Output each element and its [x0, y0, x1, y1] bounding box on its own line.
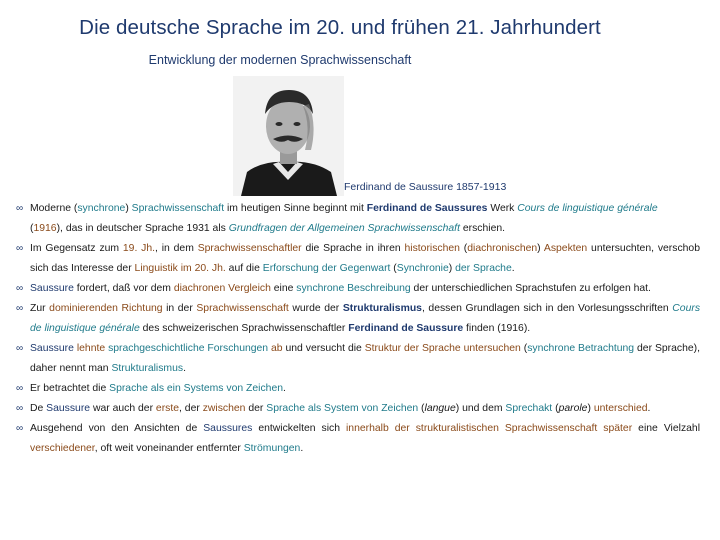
bullet-icon: ∞ — [16, 383, 24, 394]
bullet-list — [16, 199, 700, 459]
bullet-item-6: ∞ Er betrachtet die Sprache als ein Systems von Zeichen. — [16, 379, 700, 399]
bullet-icon: ∞ — [16, 423, 24, 434]
bullet-item-7: ∞ De Saussure war auch der erste, der zwischen der Sprache als System von Zeichen (langue) und dem Sprechakt (parole) unterschied. — [16, 399, 700, 419]
saussure-portrait — [233, 76, 344, 196]
bullet-item-5: ∞ Saussure lehnte sprachgeschichtliche Forschungen ab und versucht die Struktur der Sprache untersuchen (synchrone Betrachtung der Sprache), daher nennt man Strukturalismus. — [16, 339, 700, 379]
bullet-icon: ∞ — [16, 203, 24, 214]
bullet-item-2: ∞ Im Gegensatz zum 19. Jh., in dem Sprachwissenschaftler die Sprache in ihren historischen (diachronischen) Aspekten untersuchten, verschob sich das Interesse der Linguistik im 20. Jh. auf die Erforschung der Gegenwart (Synchronie) der Sprache. — [16, 239, 700, 279]
page-subtitle: Entwicklung der modernen Sprachwissenschaft — [148, 53, 412, 67]
bullet-icon: ∞ — [16, 343, 24, 354]
bullet-item-4: ∞ Zur dominierenden Richtung in der Sprachwissenschaft wurde der Strukturalismus, dessen Grundlagen sich in den Vorlesungsschriften Cours de linguistique générale des schweizerischen Sprachwissenschaftler Ferdinand de Saussure finden (1916). — [16, 299, 700, 339]
bullet-icon: ∞ — [16, 403, 24, 414]
bullet-icon: ∞ — [16, 303, 24, 314]
bullet-item-8: ∞ Ausgehend von den Ansichten de Saussures entwickelten sich innerhalb der strukturalistischen Sprachwissenschaft später eine Vielzahl verschiedener, oft weit voneinander entfernter Strömungen. — [16, 419, 700, 459]
bullet-icon: ∞ — [16, 243, 24, 254]
page-title: Die deutsche Sprache im 20. und frühen 21. Jahrhundert — [79, 16, 601, 39]
bullet-item-1: ∞ Moderne (synchrone) Sprachwissenschaft im heutigen Sinne beginnt mit Ferdinand de Saussures Werk Cours de linguistique générale (1916), das in deutscher Sprache 1931 als Grundfragen der Allgemeinen Sprachwissenschaft erschien. — [16, 199, 700, 239]
portrait-caption: Ferdinand de Saussure 1857-1913 — [344, 181, 507, 193]
bullet-icon: ∞ — [16, 283, 24, 294]
bullet-item-3: ∞ Saussure fordert, daß vor dem diachronen Vergleich eine synchrone Beschreibung der unterschiedlichen Sprachstufen zu erfolgen hat. — [16, 279, 700, 299]
